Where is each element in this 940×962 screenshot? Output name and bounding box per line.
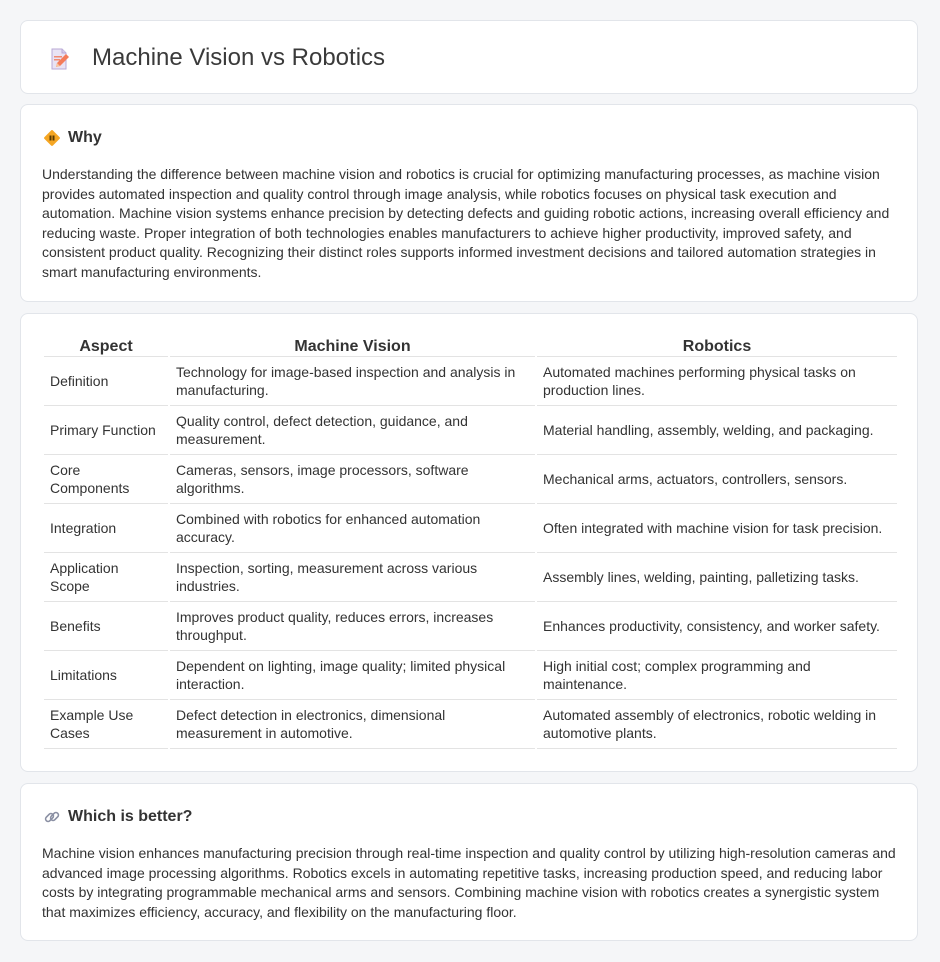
aspect-cell: Limitations [44, 651, 168, 700]
table-row [44, 504, 897, 553]
table-row [44, 455, 897, 504]
aspect-cell: Example Use Cases [44, 700, 168, 749]
comparison-table-card [20, 313, 918, 772]
aspect-cell: Application Scope [44, 553, 168, 602]
comparison-table [42, 334, 899, 749]
header-card [20, 20, 918, 94]
table-row [44, 553, 897, 602]
which-is-better-section [20, 783, 918, 941]
aspect-cell: Primary Function [44, 406, 168, 455]
machine-vision-cell: Improves product quality, reduces errors, increases throughput. [170, 602, 535, 651]
machine-vision-cell: Technology for image-based inspection and analysis in manufacturing. [170, 357, 535, 406]
table-row [44, 700, 897, 749]
machine-vision-cell: Inspection, sorting, measurement across various industries. [170, 553, 535, 602]
document-pencil-icon [47, 47, 71, 71]
aspect-cell: Benefits [44, 602, 168, 651]
link-icon [43, 808, 61, 826]
table-row [44, 602, 897, 651]
robotics-cell: Assembly lines, welding, painting, palletizing tasks. [537, 553, 897, 602]
why-heading: Why [68, 129, 102, 146]
robotics-cell: High initial cost; complex programming and maintenance. [537, 651, 897, 700]
column-header-aspect: Aspect [44, 334, 168, 357]
robotics-cell: Mechanical arms, actuators, controllers, sensors. [537, 455, 897, 504]
table-row [44, 651, 897, 700]
machine-vision-cell: Cameras, sensors, image processors, software algorithms. [170, 455, 535, 504]
which-is-better-text: Machine vision enhances manufacturing precision through real-time inspection and quality control by utilizing high-resolution cameras and advanced image processing algorithms. Robotics excels in automating repetitive tasks, increasing production speed, and reducing labor costs by integrating programmable mechanical arms and sensors. Combining machine vision with robotics creates a synergistic system that maximizes efficiency, accuracy, and flexibility on the manufacturing floor. [42, 845, 896, 920]
diamond-sign-icon [43, 129, 61, 147]
machine-vision-cell: Defect detection in electronics, dimensional measurement in automotive. [170, 700, 535, 749]
aspect-cell: Core Components [44, 455, 168, 504]
aspect-cell: Definition [44, 357, 168, 406]
table-row [44, 406, 897, 455]
robotics-cell: Automated assembly of electronics, robotic welding in automotive plants. [537, 700, 897, 749]
machine-vision-cell: Combined with robotics for enhanced automation accuracy. [170, 504, 535, 553]
machine-vision-cell: Quality control, defect detection, guidance, and measurement. [170, 406, 535, 455]
robotics-cell: Enhances productivity, consistency, and worker safety. [537, 602, 897, 651]
table-row [44, 357, 897, 406]
robotics-cell: Automated machines performing physical tasks on production lines. [537, 357, 897, 406]
aspect-cell: Integration [44, 504, 168, 553]
column-header-machine-vision: Machine Vision [170, 334, 535, 357]
why-text: Understanding the difference between machine vision and robotics is crucial for optimizing manufacturing processes, as machine vision provides automated inspection and quality control through image analysis, while robotics focuses on physical task execution and automation. Machine vision systems enhance precision by detecting defects and guiding robotic actions, increasing overall efficiency and reducing waste. Proper integration of both technologies enables manufacturers to achieve higher productivity, improved safety, and consistent product quality. Recognizing their distinct roles supports informed investment decisions and tailored automation strategies in smart manufacturing environments. [42, 166, 890, 280]
robotics-cell: Often integrated with machine vision for task precision. [537, 504, 897, 553]
machine-vision-cell: Dependent on lighting, image quality; limited physical interaction. [170, 651, 535, 700]
page-title: Machine Vision vs Robotics [92, 44, 386, 71]
which-is-better-heading: Which is better? [68, 808, 193, 825]
column-header-robotics: Robotics [537, 334, 897, 357]
why-section [20, 104, 918, 302]
robotics-cell: Material handling, assembly, welding, and packaging. [537, 406, 897, 455]
